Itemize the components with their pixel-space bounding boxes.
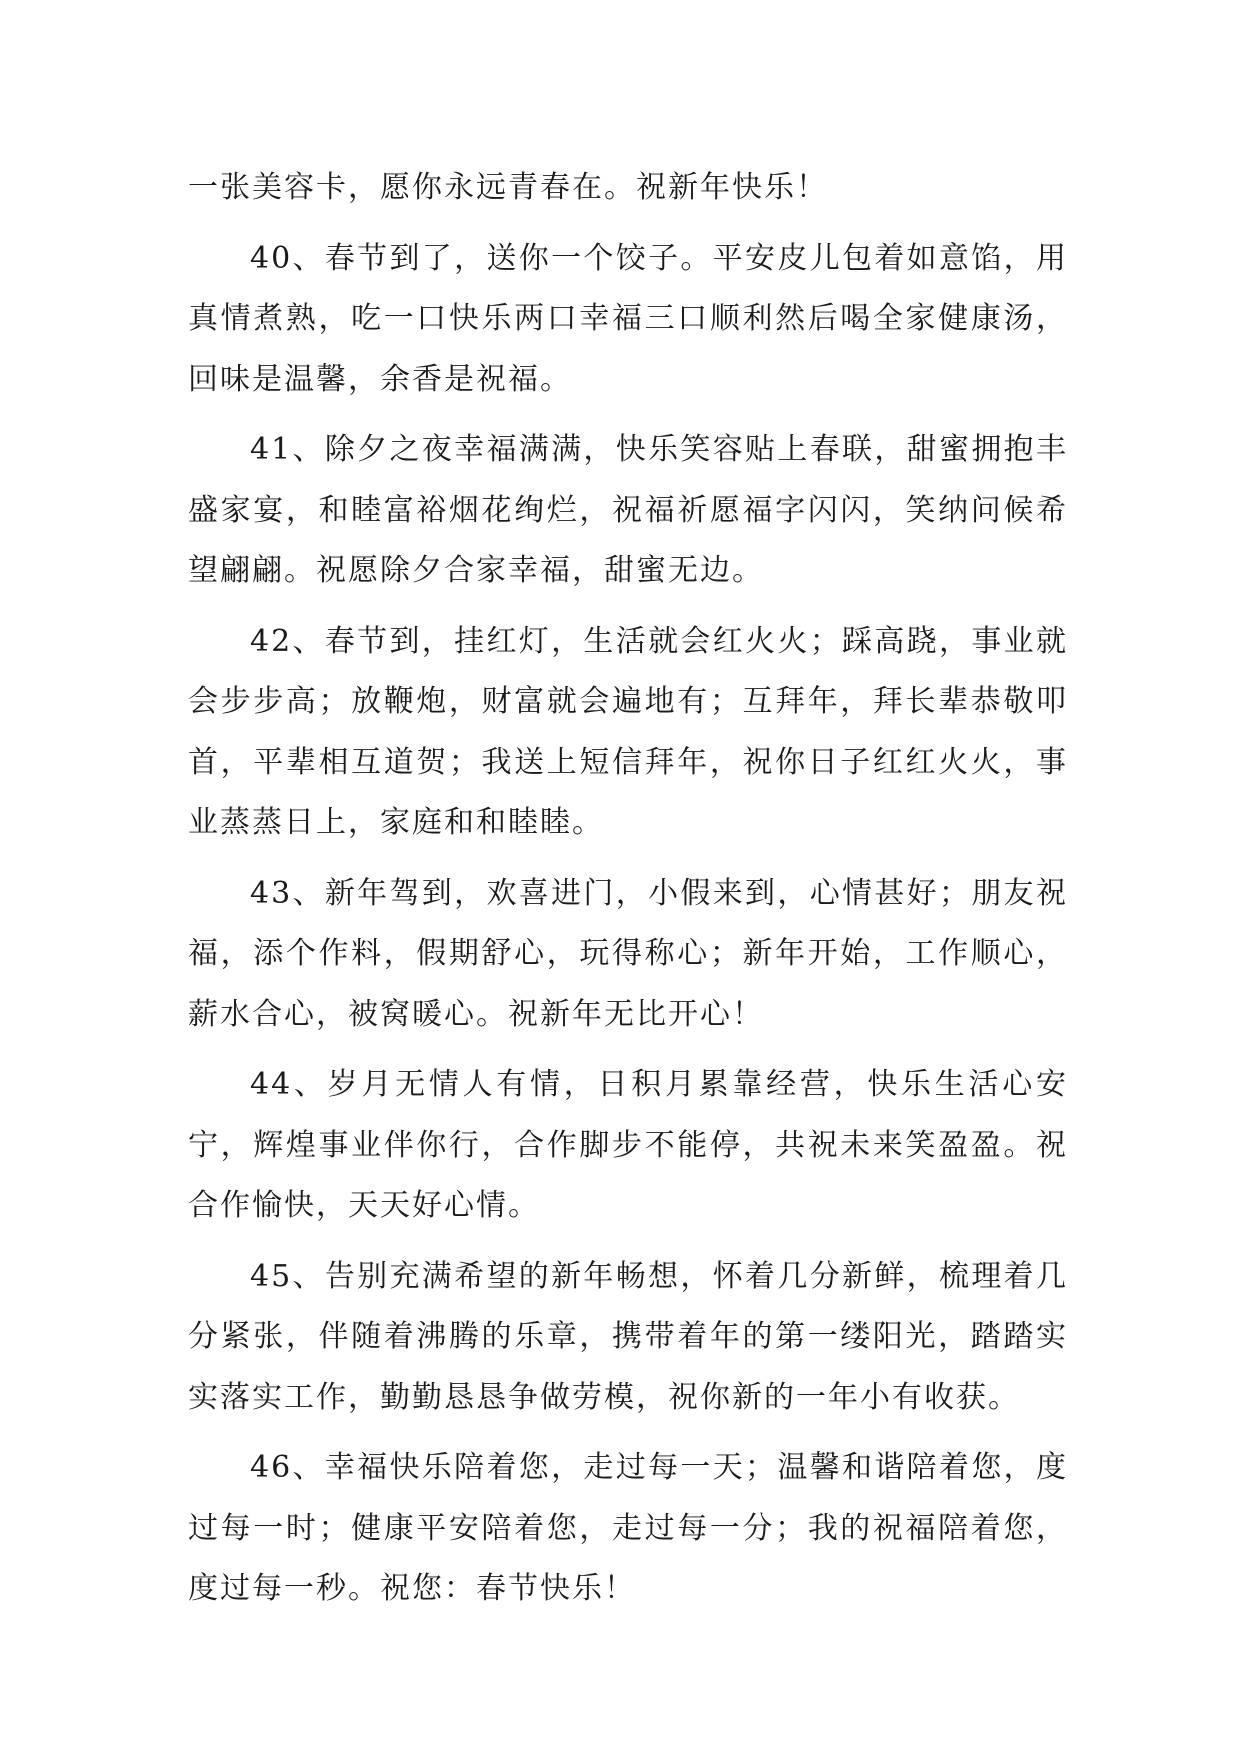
paragraph-continued: 一张美容卡，愿你永远青春在。祝新年快乐！ bbox=[188, 170, 828, 205]
paragraph-41: 41、除夕之夜幸福满满，快乐笑容贴上春联，甜蜜拥抱丰盛家宴，和睦富裕烟花绚烂，祝福祈愿福字闪闪，笑纳问候希望翩翩。祝愿除夕合家幸福，甜蜜无边。 bbox=[188, 432, 1068, 588]
paragraph-46: 46、幸福快乐陪着您，走过每一天；温馨和谐陪着您，度过每一时；健康平安陪着您，走过每一分；我的祝福陪着您，度过每一秒。祝您：春节快乐！ bbox=[188, 1450, 1068, 1606]
paragraph-40: 40、春节到了，送你一个饺子。平安皮儿包着如意馅，用真情煮熟，吃一口快乐两口幸福三口顺利然后喝全家健康汤，回味是温馨，余香是祝福。 bbox=[188, 240, 1068, 397]
paragraph-42: 42、春节到，挂红灯，生活就会红火火；踩高跷，事业就会步步高；放鞭炮，财富就会遍地有；互拜年，拜长辈恭敬叩首，平辈相互道贺；我送上短信拜年，祝你日子红红火火，事业蒸蒸日上，家庭和和睦睦。 bbox=[188, 623, 1068, 840]
paragraph-45: 45、告别充满希望的新年畅想，怀着几分新鲜，梳理着几分紧张，伴随着沸腾的乐章，携带着年的第一缕阳光，踏踏实实落实工作，勤勤恳恳争做劳模，祝你新的一年小有收获。 bbox=[188, 1258, 1068, 1415]
body-text bbox=[188, 158, 1068, 1620]
paragraph-44: 44、岁月无情人有情，日积月累靠经营，快乐生活心安宁，辉煌事业伴你行，合作脚步不能停，共祝未来笑盈盈。祝合作愉快，天天好心情。 bbox=[188, 1067, 1068, 1223]
paragraph-43: 43、新年驾到，欢喜进门，小假来到，心情甚好；朋友祝福，添个作料，假期舒心，玩得称心；新年开始，工作顺心，薪水合心，被窝暖心。祝新年无比开心！ bbox=[188, 875, 1068, 1032]
